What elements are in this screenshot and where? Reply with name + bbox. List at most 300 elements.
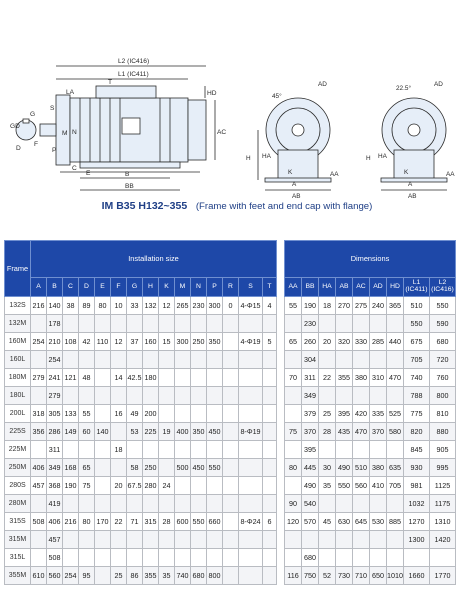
table-cell bbox=[175, 495, 191, 513]
table-cell bbox=[223, 441, 239, 459]
table-cell bbox=[285, 549, 302, 567]
label-a-right: A bbox=[408, 181, 413, 188]
table-cell bbox=[191, 441, 207, 459]
table-cell: 48 bbox=[79, 369, 95, 387]
frame-cell: 280S bbox=[5, 477, 31, 495]
table-cell: 5 bbox=[263, 333, 277, 351]
table-cell: 190 bbox=[302, 297, 319, 315]
table-cell bbox=[127, 351, 143, 369]
dimensions-header: Dimensions bbox=[285, 241, 456, 278]
table-row bbox=[5, 387, 456, 405]
table-cell bbox=[239, 477, 263, 495]
table-row bbox=[5, 315, 456, 333]
table-cell bbox=[370, 495, 387, 513]
table-cell bbox=[319, 315, 336, 333]
table-cell bbox=[336, 315, 353, 333]
table-cell: 788 bbox=[404, 387, 430, 405]
label-45: 45° bbox=[272, 93, 282, 100]
table-cell bbox=[95, 351, 111, 369]
table-cell bbox=[319, 441, 336, 459]
table-cell: 365 bbox=[387, 297, 404, 315]
table-cell bbox=[223, 423, 239, 441]
table-cell bbox=[319, 495, 336, 513]
table-cell: 400 bbox=[175, 423, 191, 441]
table-cell: 250 bbox=[143, 459, 159, 477]
table-cell bbox=[95, 315, 111, 333]
table-cell bbox=[111, 531, 127, 549]
table-cell bbox=[63, 549, 79, 567]
table-cell: 470 bbox=[353, 423, 370, 441]
col-header-r: R bbox=[223, 278, 239, 297]
table-cell: 80 bbox=[79, 513, 95, 531]
table-cell: 318 bbox=[31, 405, 47, 423]
table-cell: 45 bbox=[319, 513, 336, 531]
table-cell: 490 bbox=[336, 459, 353, 477]
table-cell: 419 bbox=[47, 495, 63, 513]
table-cell: 160 bbox=[143, 333, 159, 351]
table-cell: 170 bbox=[95, 513, 111, 531]
table-cell: 1420 bbox=[430, 531, 456, 549]
table-cell bbox=[263, 423, 277, 441]
label-aa-right: AA bbox=[446, 171, 455, 178]
table-cell: 800 bbox=[430, 387, 456, 405]
table-cell bbox=[263, 387, 277, 405]
table-cell bbox=[239, 369, 263, 387]
table-cell bbox=[387, 351, 404, 369]
table-cell: 65 bbox=[285, 333, 302, 351]
table-cell bbox=[63, 531, 79, 549]
label-22-5: 22.5° bbox=[396, 85, 411, 92]
table-cell bbox=[302, 531, 319, 549]
table-cell bbox=[79, 387, 95, 405]
table-cell bbox=[191, 477, 207, 495]
table-cell bbox=[207, 387, 223, 405]
figure-caption bbox=[0, 200, 474, 212]
table-cell: 311 bbox=[302, 369, 319, 387]
table-cell: 350 bbox=[207, 333, 223, 351]
table-cell bbox=[336, 495, 353, 513]
table-cell: 149 bbox=[63, 423, 79, 441]
table-cell bbox=[111, 423, 127, 441]
table-cell: 80 bbox=[285, 459, 302, 477]
table-cell bbox=[31, 351, 47, 369]
table-row bbox=[5, 477, 456, 495]
table-cell: 132 bbox=[143, 297, 159, 315]
label-p: P bbox=[52, 147, 57, 154]
table-row bbox=[5, 459, 456, 477]
table-cell bbox=[111, 549, 127, 567]
table-cell bbox=[353, 495, 370, 513]
table-cell: 330 bbox=[353, 333, 370, 351]
table-cell bbox=[239, 495, 263, 513]
table-cell bbox=[223, 315, 239, 333]
table-cell: 10 bbox=[111, 297, 127, 315]
table-cell: 880 bbox=[430, 423, 456, 441]
table-cell: 8-Φ24 bbox=[239, 513, 263, 531]
table-cell bbox=[353, 531, 370, 549]
table-cell: 420 bbox=[353, 405, 370, 423]
table-row bbox=[5, 513, 456, 531]
table-cell: 4-Φ15 bbox=[239, 297, 263, 315]
column-gap bbox=[277, 423, 285, 441]
table-cell bbox=[79, 531, 95, 549]
table-cell: 590 bbox=[430, 315, 456, 333]
table-row bbox=[5, 531, 456, 549]
table-cell: 16 bbox=[111, 405, 127, 423]
frame-cell: 132S bbox=[5, 297, 31, 315]
table-cell bbox=[263, 351, 277, 369]
table-cell: 1270 bbox=[404, 513, 430, 531]
table-cell bbox=[191, 531, 207, 549]
label-m: M bbox=[62, 130, 68, 137]
header-gap bbox=[277, 241, 285, 297]
dimension-table bbox=[4, 240, 456, 585]
col-header-ac: AC bbox=[353, 278, 370, 297]
table-cell bbox=[143, 495, 159, 513]
col-header-m: M bbox=[175, 278, 191, 297]
table-cell bbox=[207, 351, 223, 369]
table-cell: 25 bbox=[111, 567, 127, 585]
table-cell bbox=[127, 387, 143, 405]
table-cell bbox=[95, 495, 111, 513]
col-header-n: N bbox=[191, 278, 207, 297]
table-cell bbox=[175, 387, 191, 405]
table-row bbox=[5, 369, 456, 387]
table-cell bbox=[159, 495, 175, 513]
table-body bbox=[5, 297, 456, 585]
table-cell bbox=[159, 459, 175, 477]
table-cell bbox=[239, 531, 263, 549]
table-cell bbox=[319, 387, 336, 405]
table-cell: 1175 bbox=[430, 495, 456, 513]
table-cell: 75 bbox=[285, 423, 302, 441]
column-gap bbox=[277, 315, 285, 333]
col-header-hd: HD bbox=[387, 278, 404, 297]
table-cell bbox=[336, 531, 353, 549]
table-cell: 286 bbox=[47, 423, 63, 441]
table-cell: 116 bbox=[285, 567, 302, 585]
table-cell bbox=[239, 441, 263, 459]
table-cell: 38 bbox=[63, 297, 79, 315]
table-cell: 250 bbox=[191, 333, 207, 351]
table-cell bbox=[263, 441, 277, 459]
table-cell: 53 bbox=[127, 423, 143, 441]
table-cell bbox=[223, 495, 239, 513]
table-cell bbox=[370, 549, 387, 567]
table-cell bbox=[263, 315, 277, 333]
table-cell: 550 bbox=[430, 297, 456, 315]
label-ha-right: HA bbox=[378, 153, 387, 160]
table-row bbox=[5, 549, 456, 567]
table-cell: 610 bbox=[31, 567, 47, 585]
table-cell: 379 bbox=[302, 405, 319, 423]
table-cell bbox=[191, 387, 207, 405]
table-cell: 300 bbox=[175, 333, 191, 351]
table-cell: 67.5 bbox=[127, 477, 143, 495]
frame-cell: 160L bbox=[5, 351, 31, 369]
table-cell bbox=[95, 387, 111, 405]
table-cell: 650 bbox=[370, 567, 387, 585]
table-cell: 457 bbox=[31, 477, 47, 495]
table-cell: 630 bbox=[336, 513, 353, 531]
table-cell: 380 bbox=[353, 369, 370, 387]
table-cell bbox=[223, 387, 239, 405]
table-cell bbox=[191, 549, 207, 567]
table-cell bbox=[223, 369, 239, 387]
column-gap bbox=[277, 531, 285, 549]
table-cell: 349 bbox=[47, 459, 63, 477]
label-ac: AC bbox=[217, 129, 227, 136]
table-cell: 370 bbox=[370, 423, 387, 441]
table-cell: 15 bbox=[159, 333, 175, 351]
table-cell bbox=[207, 495, 223, 513]
table-cell: 190 bbox=[63, 477, 79, 495]
table-cell: 65 bbox=[79, 459, 95, 477]
col-header-ab: AB bbox=[336, 278, 353, 297]
table-cell bbox=[370, 531, 387, 549]
table-cell bbox=[319, 549, 336, 567]
table-cell: 775 bbox=[404, 405, 430, 423]
table-cell bbox=[191, 351, 207, 369]
table-cell bbox=[31, 441, 47, 459]
table-cell: 35 bbox=[159, 567, 175, 585]
table-cell: 335 bbox=[370, 405, 387, 423]
table-cell: 550 bbox=[404, 315, 430, 333]
table-cell bbox=[263, 495, 277, 513]
table-cell: 178 bbox=[47, 315, 63, 333]
table-row bbox=[5, 441, 456, 459]
table-cell bbox=[263, 405, 277, 423]
table-cell bbox=[175, 531, 191, 549]
table-cell: 89 bbox=[79, 297, 95, 315]
table-cell: 550 bbox=[191, 513, 207, 531]
table-cell: 140 bbox=[95, 423, 111, 441]
frame-cell: 315S bbox=[5, 513, 31, 531]
table-cell bbox=[79, 351, 95, 369]
table-cell: 470 bbox=[387, 369, 404, 387]
table-cell bbox=[263, 477, 277, 495]
frame-cell: 225M bbox=[5, 441, 31, 459]
table-cell: 140 bbox=[47, 297, 63, 315]
label-l1: L1 (IC411) bbox=[118, 71, 149, 78]
table-cell: 42.5 bbox=[127, 369, 143, 387]
table-cell: 440 bbox=[387, 333, 404, 351]
table-row bbox=[5, 567, 456, 585]
table-cell bbox=[175, 441, 191, 459]
frame-cell: 180L bbox=[5, 387, 31, 405]
table-cell: 905 bbox=[430, 441, 456, 459]
table-cell bbox=[175, 315, 191, 333]
table-cell: 12 bbox=[159, 297, 175, 315]
table-cell: 200 bbox=[143, 405, 159, 423]
table-cell bbox=[239, 387, 263, 405]
table-cell: 368 bbox=[47, 477, 63, 495]
side-view-drawing bbox=[16, 66, 215, 190]
table-cell: 750 bbox=[302, 567, 319, 585]
col-header-l2-ic416-: L2 (IC416) bbox=[430, 278, 456, 297]
table-cell: 279 bbox=[47, 387, 63, 405]
table-cell bbox=[31, 531, 47, 549]
table-cell: 355 bbox=[336, 369, 353, 387]
table-cell: 406 bbox=[47, 513, 63, 531]
table-cell: 1032 bbox=[404, 495, 430, 513]
table-cell bbox=[191, 405, 207, 423]
col-header-d: D bbox=[79, 278, 95, 297]
table-cell: 4-Φ19 bbox=[239, 333, 263, 351]
table-cell bbox=[285, 351, 302, 369]
table-cell: 240 bbox=[370, 297, 387, 315]
column-gap bbox=[277, 369, 285, 387]
table-cell: 500 bbox=[175, 459, 191, 477]
table-cell bbox=[285, 405, 302, 423]
table-cell: 4 bbox=[263, 297, 277, 315]
table-cell bbox=[175, 405, 191, 423]
caption-model: IM B35 H132~355 bbox=[101, 200, 188, 212]
table-cell bbox=[191, 369, 207, 387]
table-cell: 18 bbox=[319, 297, 336, 315]
technical-drawings bbox=[0, 0, 474, 200]
table-cell bbox=[79, 495, 95, 513]
label-t: T bbox=[108, 79, 113, 86]
table-cell: 435 bbox=[336, 423, 353, 441]
table-cell bbox=[319, 351, 336, 369]
table-cell bbox=[143, 387, 159, 405]
table-cell bbox=[336, 387, 353, 405]
front-view-right bbox=[381, 98, 447, 190]
table-cell bbox=[285, 531, 302, 549]
frame-cell: 225S bbox=[5, 423, 31, 441]
table-cell: 320 bbox=[336, 333, 353, 351]
table-cell: 635 bbox=[387, 459, 404, 477]
table-cell bbox=[263, 567, 277, 585]
table-cell: 395 bbox=[302, 441, 319, 459]
table-cell bbox=[353, 387, 370, 405]
table-cell bbox=[175, 369, 191, 387]
table-cell: 406 bbox=[31, 459, 47, 477]
column-gap bbox=[277, 351, 285, 369]
table-cell bbox=[370, 315, 387, 333]
col-header-ad: AD bbox=[370, 278, 387, 297]
frame-cell: 315M bbox=[5, 531, 31, 549]
table-cell bbox=[159, 315, 175, 333]
table-cell: 28 bbox=[319, 423, 336, 441]
table-cell bbox=[387, 387, 404, 405]
table-cell: 560 bbox=[353, 477, 370, 495]
table-cell: 450 bbox=[207, 423, 223, 441]
table-cell: 410 bbox=[370, 477, 387, 495]
table-cell: 1010 bbox=[387, 567, 404, 585]
label-c: C bbox=[72, 165, 77, 172]
col-header-aa: AA bbox=[285, 278, 302, 297]
table-cell: 1310 bbox=[430, 513, 456, 531]
table-cell: 930 bbox=[404, 459, 430, 477]
col-header-s: S bbox=[239, 278, 263, 297]
table-cell: 254 bbox=[47, 351, 63, 369]
table-cell: 525 bbox=[387, 405, 404, 423]
table-cell: 20 bbox=[111, 477, 127, 495]
table-cell: 740 bbox=[175, 567, 191, 585]
column-gap bbox=[277, 567, 285, 585]
table-cell: 275 bbox=[353, 297, 370, 315]
table-cell bbox=[159, 549, 175, 567]
table-cell bbox=[143, 531, 159, 549]
table-cell bbox=[263, 531, 277, 549]
label-aa: AA bbox=[330, 171, 339, 178]
table-cell bbox=[159, 351, 175, 369]
col-header-b: B bbox=[47, 278, 63, 297]
table-cell: 730 bbox=[336, 567, 353, 585]
table-cell: 279 bbox=[31, 369, 47, 387]
table-cell bbox=[111, 351, 127, 369]
table-cell: 22 bbox=[111, 513, 127, 531]
table-cell bbox=[370, 387, 387, 405]
table-cell: 356 bbox=[31, 423, 47, 441]
front-view-left bbox=[258, 98, 331, 190]
table-cell: 580 bbox=[387, 423, 404, 441]
table-row bbox=[5, 423, 456, 441]
table-cell bbox=[239, 315, 263, 333]
table-cell bbox=[404, 549, 430, 567]
table-cell: 20 bbox=[319, 333, 336, 351]
col-header-a: A bbox=[31, 278, 47, 297]
frame-cell: 180M bbox=[5, 369, 31, 387]
table-cell: 18 bbox=[111, 441, 127, 459]
table-cell bbox=[111, 387, 127, 405]
table-cell bbox=[31, 495, 47, 513]
table-cell: 133 bbox=[63, 405, 79, 423]
table-cell: 395 bbox=[336, 405, 353, 423]
frame-cell: 132M bbox=[5, 315, 31, 333]
column-gap bbox=[277, 495, 285, 513]
table-cell bbox=[175, 477, 191, 495]
table-cell: 760 bbox=[430, 369, 456, 387]
table-cell: 35 bbox=[319, 477, 336, 495]
table-cell: 14 bbox=[111, 369, 127, 387]
table-cell bbox=[370, 441, 387, 459]
table-cell bbox=[336, 441, 353, 459]
label-k-right: K bbox=[404, 169, 409, 176]
col-header-ha: HA bbox=[319, 278, 336, 297]
table-cell: 530 bbox=[370, 513, 387, 531]
table-cell: 310 bbox=[370, 369, 387, 387]
table-cell: 981 bbox=[404, 477, 430, 495]
table-cell bbox=[159, 441, 175, 459]
col-header-k: K bbox=[159, 278, 175, 297]
table-cell bbox=[79, 315, 95, 333]
table-cell bbox=[175, 549, 191, 567]
table-cell: 120 bbox=[285, 513, 302, 531]
table-cell: 885 bbox=[387, 513, 404, 531]
table-cell bbox=[79, 441, 95, 459]
table-cell bbox=[285, 477, 302, 495]
label-ad: AD bbox=[318, 81, 327, 88]
table-cell bbox=[239, 405, 263, 423]
frame-cell: 280M bbox=[5, 495, 31, 513]
table-cell: 71 bbox=[127, 513, 143, 531]
label-ab-right: AB bbox=[408, 193, 417, 200]
label-ha: HA bbox=[262, 153, 271, 160]
label-b: B bbox=[125, 171, 130, 178]
table-cell: 820 bbox=[404, 423, 430, 441]
table-cell: 705 bbox=[387, 477, 404, 495]
table-cell: 845 bbox=[404, 441, 430, 459]
table-row bbox=[5, 405, 456, 423]
table-cell: 680 bbox=[302, 549, 319, 567]
label-s: S bbox=[50, 105, 55, 112]
table-cell: 1660 bbox=[404, 567, 430, 585]
table-cell: 8-Φ19 bbox=[239, 423, 263, 441]
table-cell: 265 bbox=[175, 297, 191, 315]
